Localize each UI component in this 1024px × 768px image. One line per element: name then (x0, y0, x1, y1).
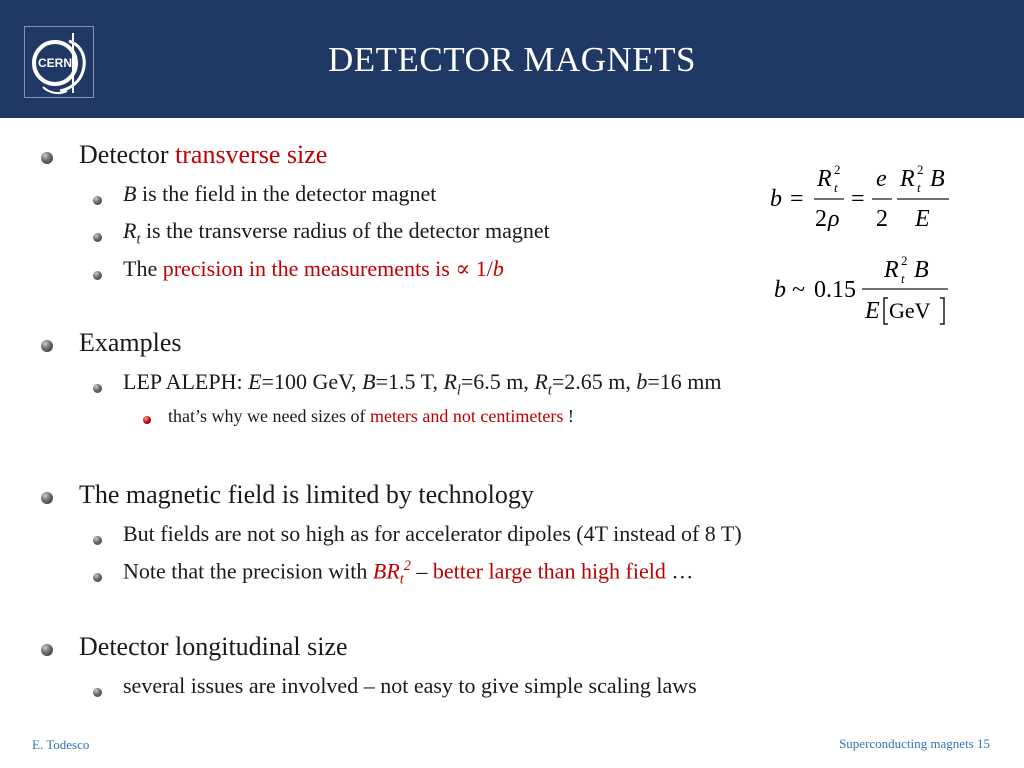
formula2-r: R (884, 257, 899, 283)
sub-bullet-icon (93, 233, 102, 242)
footer-topic-page: Superconducting magnets 15 (839, 736, 990, 751)
title-bar (0, 0, 1024, 118)
formula2-coef: 0.15 (814, 277, 856, 303)
bullet-icon (41, 152, 53, 164)
sub-bullet-icon (93, 573, 102, 582)
logo-text: CERN (37, 56, 73, 70)
sub-bullet-icon (93, 196, 102, 205)
formula2-unit: GeV (889, 298, 931, 323)
bullet-icon (41, 340, 53, 352)
formula-block (760, 150, 960, 335)
formula-rho: ρ (828, 206, 840, 232)
sub-sub-bullet-icon (143, 416, 151, 424)
formula2-sup2: 2 (901, 253, 908, 268)
formula-sup2: 2 (834, 162, 841, 177)
sub-bullet-precision-br: Note that the precision with $BR_t^2$ – better large than high field … (123, 558, 694, 588)
sub-bullet-radius: $R_t$ is the transverse radius of the detector magnet (123, 218, 550, 248)
sub-bullet-icon (93, 688, 102, 697)
bullet-longitudinal: Detector longitudinal size (79, 632, 348, 661)
sub-bullet-field: B is the field in the detector magnet (123, 181, 437, 206)
sub-bullet-icon (93, 271, 102, 280)
formula-sub-t2: t (917, 180, 921, 195)
formula-sub-t: t (834, 180, 838, 195)
bullet-examples: Examples (79, 328, 182, 357)
formula2-b: b (774, 277, 786, 303)
formula-two: 2 (815, 206, 827, 232)
formula-energy: E (915, 206, 930, 232)
sub-bullet-scaling: several issues are involved – not easy to give simple scaling laws (123, 673, 697, 698)
formula-two2: 2 (876, 206, 888, 232)
formula2-sub-t: t (901, 271, 905, 286)
formula-b: b (770, 186, 782, 212)
sub-bullet-dipoles: But fields are not so high as for accelerator dipoles (4T instead of 8 T) (123, 521, 742, 546)
formula-sup2b: 2 (917, 162, 924, 177)
bullet-transverse-size: Detector transverse size (79, 140, 328, 169)
formula-r: R (817, 166, 832, 192)
formula2-sim: ~ (792, 277, 805, 303)
sub-bullet-precision: The precision in the measurements is ∝ 1/b (123, 256, 504, 281)
bullet-icon (41, 492, 53, 504)
sub-bullet-icon (93, 536, 102, 545)
formula-eq2: = (851, 186, 865, 212)
sub-bullet-lep-aleph: LEP ALEPH: E=100 GeV, B=1.5 T, $R_l=6.5$ m, $R_t=2.65$ m, b=16 mm (123, 369, 722, 399)
footer-author: E. Todesco (32, 737, 90, 752)
bullet-icon (41, 644, 53, 656)
formula2-energy: E (865, 298, 880, 324)
formula-e: e (876, 166, 887, 192)
sub-bullet-icon (93, 384, 102, 393)
page-title: DETECTOR MAGNETS (327, 40, 697, 79)
formula-eq: = (790, 186, 804, 212)
formula-bfield: B (930, 166, 945, 192)
bullet-technology: The magnetic field is limited by technology (79, 480, 534, 509)
formula2-bfield: B (914, 257, 929, 283)
formula-r2: R (900, 166, 915, 192)
sub-sub-bullet-note: that’s why we need sizes of meters and not centimeters ! (168, 406, 574, 426)
